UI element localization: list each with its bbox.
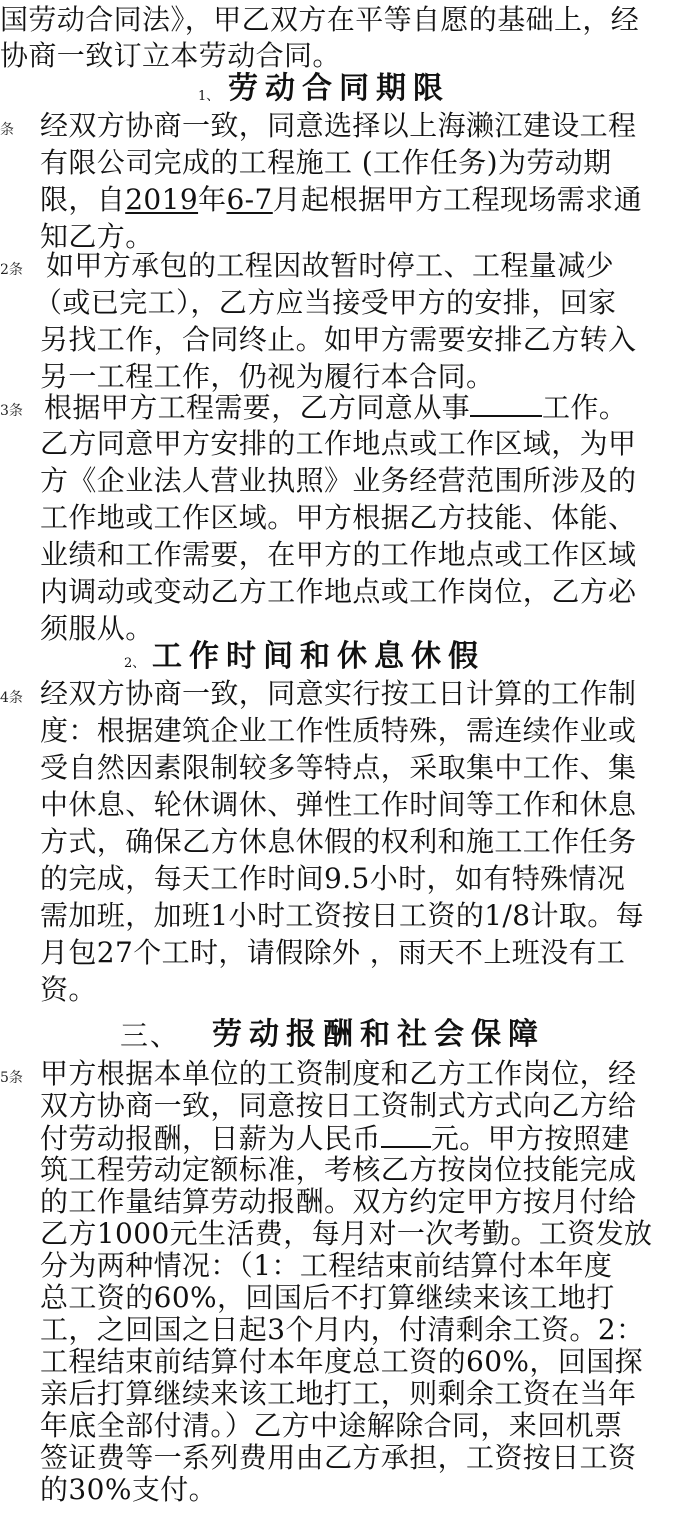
article-4-line-4: 中休息、轮休调休、弹性工作时间等工作和休息 xyxy=(40,788,637,821)
article-5-line-2: 双方协商一致，同意按日工资制式方式向乙方给 xyxy=(40,1089,637,1122)
section-3-number: 三、 xyxy=(120,1019,181,1052)
article-5-line-7: 分为两种情况：（1：工程结束前结算付本年度 xyxy=(40,1249,613,1282)
article-4-label: 4条 xyxy=(0,690,23,706)
article-4-line-5: 方式，确保乙方休息休假的权利和施工工作任务 xyxy=(40,825,637,858)
article-1-line-2: 有限公司完成的工程施工 (工作任务)为劳动期 xyxy=(40,146,612,179)
article-3-line-2: 乙方同意甲方安排的工作地点或工作区域，为甲 xyxy=(40,427,637,460)
article-5-line-1: 甲方根据本单位的工资制度和乙方工作岗位，经 xyxy=(40,1057,637,1090)
article-3-line-3: 方《企业法人营业执照》业务经营范围所涉及的 xyxy=(40,464,637,497)
article-3-line-4: 工作地或工作区域。甲方根据乙方技能、体能、 xyxy=(40,501,637,534)
article-3-line-5: 业绩和工作需要，在甲方的工作地点或工作区域 xyxy=(40,538,637,571)
article-1-line-4: 知乙方。 xyxy=(40,220,154,253)
article-5-text: 付劳动报酬，日薪为人民币 xyxy=(40,1122,381,1155)
daily-wage-blank xyxy=(381,1120,431,1148)
article-5-line-13: 签证费等一系列费用由乙方承担，工资按日工资 xyxy=(40,1441,637,1474)
start-year: 2019 xyxy=(125,183,199,216)
article-2-label: 2条 xyxy=(0,262,23,278)
article-5-line-12: 年底全部付清。）乙方中途解除合同，来回机票 xyxy=(40,1409,623,1442)
article-1-label: 条 xyxy=(0,122,14,138)
article-5-line-6: 乙方1000元生活费，每月对一次考勤。工资发放 xyxy=(40,1217,653,1250)
article-1-text: 限，自 xyxy=(40,183,126,216)
article-4-line-6: 的完成，每天工作时间9.5小时，如有特殊情况 xyxy=(40,862,626,895)
article-5-line-5: 的工作量结算劳动报酬。双方约定甲方按月付给 xyxy=(40,1185,637,1218)
section-2-title: 工作时间和休息休假 xyxy=(152,639,485,674)
article-4-line-8: 月包27个工时，请假除外 ，雨天不上班没有工 xyxy=(40,936,626,969)
article-4-line-9: 资。 xyxy=(40,973,97,1006)
section-2-number: 2、 xyxy=(124,656,146,671)
article-5-line-8: 总工资的60%，回国后不打算继续来该工地打 xyxy=(40,1281,615,1314)
section-1-number: 1、 xyxy=(198,89,220,104)
article-2-line-4: 另一工程工作，仍视为履行本合同。 xyxy=(40,360,495,393)
article-1-text: 年 xyxy=(198,183,227,216)
article-5-text: 元。甲方按照建 xyxy=(430,1122,630,1155)
article-2-line-1: 如甲方承包的工程因故暂时停工、工程量减少 xyxy=(46,249,615,282)
article-3-text: 根据甲方工程需要，乙方同意从事 xyxy=(44,391,471,424)
article-5-label: 5条 xyxy=(0,1070,23,1086)
article-3-text: 工作。 xyxy=(542,391,628,424)
article-4-line-1: 经双方协商一致，同意实行按工日计算的工作制 xyxy=(40,677,637,710)
article-1-line-3 xyxy=(40,182,680,218)
intro-line-2: 协商一致订立本劳动合同。 xyxy=(0,39,341,72)
section-1-title: 劳动合同期限 xyxy=(228,71,450,106)
start-month: 6-7 xyxy=(226,183,273,216)
article-2-line-2: （或已完工），乙方应当接受甲方的安排，回家 xyxy=(34,286,617,319)
article-5-line-4: 筑工程劳动定额标准，考核乙方按岗位技能完成 xyxy=(40,1153,637,1186)
article-1-text: 月起根据甲方工程现场需求通 xyxy=(272,183,642,216)
article-3-line-6: 内调动或变动乙方工作地点或工作岗位，乙方必 xyxy=(40,575,637,608)
article-5-line-9: 工，之回国之日起3个月内，付清剩余工资。2： xyxy=(40,1313,645,1346)
article-5-line-11: 亲后打算继续来该工地打工，则剩余工资在当年 xyxy=(40,1377,637,1410)
article-1-line-1: 经双方协商一致，同意选择以上海濑江建设工程 xyxy=(40,109,637,142)
article-2-line-3: 另找工作，合同终止。如甲方需要安排乙方转入 xyxy=(40,323,637,356)
article-5-line-14: 的30%支付。 xyxy=(40,1473,218,1506)
article-4-line-3: 受自然因素限制较多等特点，采取集中工作、集 xyxy=(40,751,637,784)
article-4-line-7: 需加班，加班1小时工资按日工资的1/8计取。每 xyxy=(40,899,645,932)
article-3-label: 3条 xyxy=(0,403,23,419)
intro-line-1: 国劳动合同法》，甲乙双方在平等自愿的基础上，经 xyxy=(0,3,640,36)
article-4-line-2: 度：根据建筑企业工作性质特殊，需连续作业或 xyxy=(40,714,637,747)
article-3-line-1 xyxy=(44,389,684,426)
article-3-line-7: 须服从。 xyxy=(40,612,154,645)
section-3-title: 劳动报酬和社会保障 xyxy=(212,1017,545,1052)
article-5-line-10: 工程结束前结算付本年度总工资的60%，回国探 xyxy=(40,1345,644,1378)
job-blank xyxy=(470,389,542,417)
